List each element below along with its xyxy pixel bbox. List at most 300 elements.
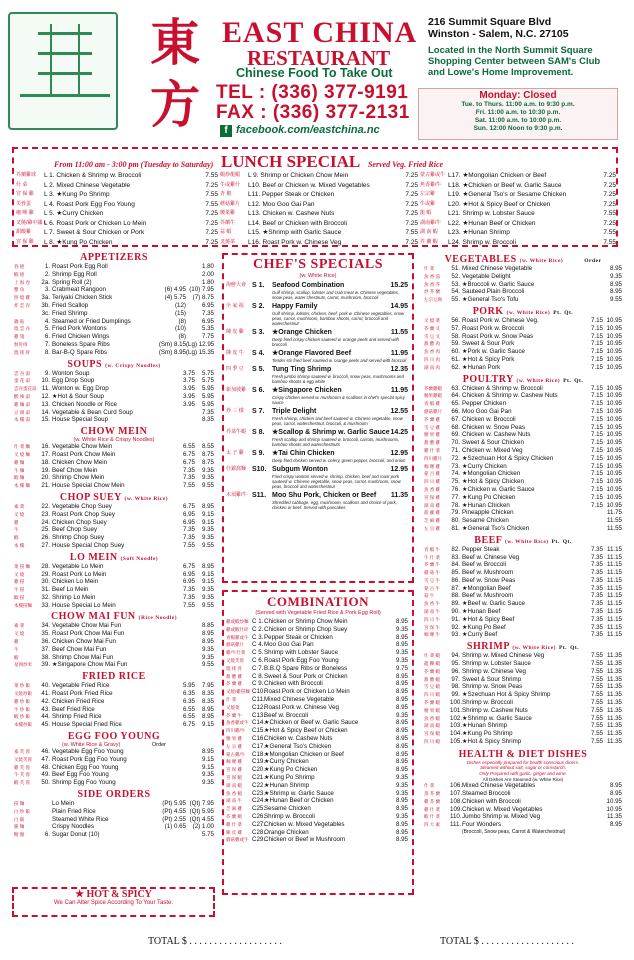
- item-number: 22.: [41, 502, 50, 510]
- dish-name: Beef Egg Foo Young: [52, 771, 109, 779]
- dish-name: Chicken Chow Mai Fun: [52, 638, 116, 646]
- menu-item: [14, 409, 214, 417]
- dish-name: Beef w. Broccoli: [462, 561, 507, 569]
- price-large: 8.95: [609, 265, 622, 272]
- price-small: 3.75: [182, 369, 195, 377]
- menu-item: [424, 821, 622, 829]
- dish-description: Gulf shrimp, scallop, lobster and crab meat w. Chinese vegetables, snow peas, water chestnuts, carrot, mushroom, broccoli: [272, 290, 400, 300]
- menu-item: [424, 296, 622, 304]
- item-number: 28.: [41, 562, 50, 570]
- hours-box: [418, 88, 618, 140]
- chef-special-line: [226, 386, 408, 395]
- item-number: 12.: [41, 392, 50, 400]
- lunch-item: [420, 228, 616, 238]
- poultry-title: POULTRY: [462, 373, 514, 385]
- menu-item: [14, 377, 214, 385]
- menu-item: [424, 439, 622, 447]
- lunch-col: [16, 171, 218, 247]
- chinese-name: 咖 喱 牛: [424, 632, 441, 638]
- menu-item: [424, 546, 622, 554]
- chinese-name: 甜 酸 雞: [226, 673, 243, 679]
- price-small: [176, 764, 195, 772]
- price-small: 7.35: [590, 608, 603, 616]
- beef-sub: (w. White Rice): [505, 538, 549, 545]
- chinese-name: 雞 炒 飯: [14, 698, 31, 704]
- chinese-name: 蝦 芙 蓉: [14, 780, 31, 786]
- chinese-name: 腰 果 蝦: [424, 707, 441, 713]
- chinese-name: 甜 酸 雞: [424, 440, 441, 446]
- price-large: 11.35: [606, 652, 622, 660]
- menu-item: [424, 431, 622, 439]
- chinese-name: 宮 保 雞: [16, 191, 34, 197]
- chef-special-line: [226, 465, 408, 474]
- price-large: 10.95: [606, 316, 622, 324]
- facebook-icon: f: [220, 125, 232, 137]
- price-small: (8): [178, 333, 186, 341]
- total-field[interactable]: [148, 936, 282, 947]
- lunch-item: [16, 238, 218, 248]
- chinese-name: 龍 蝦: [420, 210, 432, 216]
- menu-item: [424, 715, 622, 723]
- dish-name: Fried Chicken Wings: [52, 333, 110, 341]
- chinese-name: 宮 保 牛: [424, 624, 441, 630]
- price-small: 3.75: [182, 377, 195, 385]
- dish-name: Shrimp Fried Rice: [52, 713, 102, 721]
- dish-name: L 7. Sweet & Sour Chicken or Pork: [44, 229, 145, 236]
- price-small: 7.55: [182, 541, 195, 549]
- dish-name: ★Mongolian Chicken or Beef: [264, 750, 344, 758]
- price-small: 6.95: [182, 578, 195, 586]
- dish-name: Chicken & Shrimp w. Broccoli: [462, 384, 543, 392]
- chinese-name: 豆 腐 湯: [14, 409, 31, 415]
- price-large: 10.95: [606, 462, 622, 470]
- price-small: (15): [174, 309, 186, 317]
- fax-number: FAX : (336) 377-2131: [216, 102, 410, 123]
- chinese-name: 菜 炒 飯: [14, 683, 31, 689]
- price-small: 7.15: [590, 415, 603, 423]
- item-number: 54.: [451, 288, 460, 296]
- dish-name: L23. ★Hunan Shrimp: [448, 229, 510, 236]
- chinese-name: 雞或蝦什碎: [226, 626, 249, 632]
- menu-item: [424, 463, 622, 471]
- total-field[interactable]: [440, 936, 574, 947]
- price-large: 9.35: [201, 771, 214, 779]
- item-number: C26.: [252, 812, 266, 820]
- menu-item: [14, 706, 214, 714]
- price-large: 8.35: [201, 690, 214, 698]
- price: 8.95: [395, 758, 408, 766]
- price-small: (4) 5.75: [164, 294, 186, 302]
- dish-name: Roast Pork w. Chinese Veg: [264, 703, 339, 711]
- price-small: 7.35: [590, 561, 603, 569]
- price: 12.95: [390, 466, 408, 473]
- dish-name: L13. Chicken w. Cashew Nuts: [248, 210, 335, 217]
- dish-name: House Special Chop Suey: [52, 541, 125, 549]
- price: 8.95: [395, 672, 408, 680]
- diet-note: All Dishes Are Steamed (w. White Rice): [482, 776, 564, 782]
- price: 8.95: [395, 805, 408, 813]
- item-number: 29.: [41, 570, 50, 578]
- item-number: C 5.: [252, 649, 264, 657]
- logo-char-fang: 方: [150, 75, 200, 134]
- price: 7.25: [205, 210, 218, 217]
- item-number: 9.: [44, 369, 50, 377]
- item-number: 3.: [44, 286, 50, 294]
- dish-name: Chicken Chow Mein: [52, 458, 108, 466]
- menu-item: [226, 743, 408, 751]
- price-small: 6.75: [182, 502, 195, 510]
- price-large: 5.75: [201, 369, 214, 377]
- vegetables-list: [424, 265, 622, 304]
- item-number: C 8.: [252, 672, 264, 680]
- dish-name: L 3. ★Kung Po Shrimp: [44, 191, 110, 198]
- facebook-link[interactable]: [220, 124, 380, 137]
- price-small: 6.75: [182, 721, 195, 729]
- price-small: 7.35: [182, 534, 195, 542]
- price-small: 7.35: [590, 569, 603, 577]
- poultry-list: [424, 385, 622, 533]
- price-small: 6.75: [182, 450, 195, 458]
- price-large: 11.35: [606, 706, 622, 714]
- dish-description: Tender stir fried beef sauteed w. orange peels and served with broccoli: [272, 358, 407, 363]
- price-large: 1.80: [201, 278, 214, 286]
- chinese-name: 什 菜: [226, 696, 237, 702]
- chinese-name: 雞 麵: [14, 459, 25, 465]
- menu-right-column: [424, 254, 622, 835]
- dish-name: Chicken w. Broccoli: [462, 415, 516, 423]
- menu-item: [226, 758, 408, 766]
- item-number: 58.: [451, 332, 460, 340]
- dish-name: Roast Pork Chow Mein: [52, 450, 116, 458]
- dish-name: Roast Pork w. Broccoli: [462, 324, 524, 332]
- menu-item: [424, 273, 622, 281]
- menu-item: [424, 738, 622, 746]
- lunch-title: LUNCH SPECIAL: [220, 152, 361, 171]
- chinese-name: 湖南雞/牛: [420, 219, 442, 226]
- item-number: 76.: [451, 485, 460, 493]
- dish-name: Roast Pork or Chicken Lo Mein: [264, 688, 350, 696]
- menu-item: [14, 302, 214, 310]
- price-small: 7.35: [590, 592, 603, 600]
- menu-item: [14, 779, 214, 787]
- menu-item: [14, 482, 214, 490]
- beef-title: BEEF: [474, 534, 503, 546]
- price-large: 8.95: [201, 562, 214, 570]
- price-large: 9.15: [201, 721, 214, 729]
- diet-note: Dishes especially prepared for health conscious diners.: [466, 759, 580, 765]
- soups-title: SOUPS: [67, 358, 103, 370]
- dish-description: Deep fried crispy chicken sauteed w. orange peels and served with broccoli: [272, 337, 400, 347]
- item-number: 2a.: [41, 278, 50, 286]
- dish-name: Subgum Wonton: [272, 466, 328, 473]
- dish-name: Shrimp Chop Suey: [52, 534, 104, 542]
- price-large: 10.95: [606, 384, 622, 392]
- chinese-name: 脆 麵: [14, 824, 25, 830]
- chinese-name: 炒 三 樣: [226, 408, 244, 414]
- dish-name: L15. ★Shrimp with Garlic Sauce: [248, 229, 342, 236]
- menu-item: [226, 829, 408, 837]
- item-number: 34.: [41, 622, 50, 630]
- pagoda-roof: [38, 52, 92, 55]
- dish-name: ★Mongolian Chicken: [462, 470, 521, 478]
- dish-name: Chicken w. Mixed Veg: [462, 446, 523, 454]
- chinese-name: 星洲炒米: [14, 662, 32, 668]
- maifun-list: [14, 622, 214, 669]
- chinese-name: 腰果雞蝦: [424, 393, 442, 399]
- price-small: 6.75: [182, 458, 195, 466]
- chinese-name: 蒙 古 牛: [424, 585, 441, 591]
- price-small: [158, 279, 186, 287]
- chinese-name: 本樓炒飯: [14, 722, 32, 728]
- soups-sub: (w. Crispy Noodles): [105, 362, 161, 369]
- dish-name: Moo Goo Gai Pan: [462, 407, 512, 415]
- item-number: 84.: [451, 561, 460, 569]
- dish-name: ★Hunan Shrimp: [264, 781, 310, 789]
- price-large: 11.15: [606, 592, 622, 600]
- chinese-name: 無骨排: [14, 341, 28, 347]
- dish-description: Fried crispy wonton served w. shrimp, chicken, beef and roast pork sauteed w. Chinese vegetable, snow peas, carrot, mushroom, snow peas, broccoli and waterchestnut: [272, 474, 401, 489]
- price: 9.35: [395, 789, 408, 797]
- hours-line: Sun. 12:00 Noon to 9:30 p.m.: [473, 125, 563, 132]
- appetizers-list: [14, 263, 214, 357]
- price-small: 7.35: [182, 593, 195, 601]
- pt-label: Pt.: [558, 645, 568, 652]
- price-large: 9.35: [201, 466, 214, 474]
- price: 14.95: [390, 303, 408, 310]
- price: 7.55: [205, 191, 218, 198]
- menu-item: [424, 608, 622, 616]
- item-number: 7.: [44, 340, 50, 348]
- chinese-name: 菇 牛: [424, 593, 435, 599]
- menu-item: [226, 704, 408, 712]
- chinese-name: 四 川 蝦: [424, 739, 441, 745]
- dish-name: L 4. Roast Pork Egg Foo Young: [44, 200, 135, 208]
- price-small: 7.35: [182, 586, 195, 594]
- menu-item: [424, 616, 622, 624]
- price: 8.95: [395, 836, 408, 844]
- price-small: (8): [178, 317, 186, 325]
- price: 9.35: [395, 711, 408, 719]
- menu-item: [14, 721, 214, 729]
- dish-name: Sugar Donut (10): [52, 831, 100, 839]
- menu-item: [14, 333, 214, 341]
- item-number: 15.: [41, 416, 50, 424]
- menu-item: [424, 478, 622, 486]
- diet-note: Only Prepared with garlic, ginger and wine.: [479, 771, 567, 777]
- menu-item: [226, 797, 408, 805]
- chef-special-item: [226, 386, 408, 405]
- price-small: 6.75: [182, 562, 195, 570]
- price-large: 5.75: [201, 377, 214, 385]
- chinese-name: 青 椒 牛: [424, 546, 441, 552]
- total-label: TOTAL: [440, 936, 472, 947]
- item-number: 109.: [450, 805, 463, 813]
- menu-item: [14, 682, 214, 690]
- item-number: 20.: [41, 474, 50, 482]
- dish-name: Roast Pork Egg Roll: [52, 263, 108, 270]
- price-large: 8.75: [201, 458, 214, 466]
- price: 9.35: [395, 773, 408, 781]
- price: 7.25: [405, 219, 418, 227]
- price-large: 11.15: [606, 553, 622, 561]
- location-line: Shopping Center between SAM's Club: [428, 56, 601, 67]
- dish-name: L22. ★Hunan Beef or Chicken: [448, 219, 536, 227]
- item-number: 51.: [451, 265, 460, 272]
- price-small: (Sm) 8.15: [158, 340, 186, 348]
- order-label: Order: [584, 258, 602, 264]
- item-number: 100.: [450, 699, 463, 707]
- price: 8.95: [395, 703, 408, 711]
- chinese-name: 牛 芙 蓉: [14, 772, 31, 778]
- dish-name: Four Wonders: [462, 821, 502, 829]
- item-number: 78.: [451, 501, 460, 509]
- price: 9.35: [395, 625, 408, 633]
- dish-name: ★Chicken or Beef w. Garlic Sauce: [264, 719, 359, 727]
- price-large: 11.55: [606, 517, 622, 525]
- price-large: 11.15: [606, 561, 622, 569]
- menu-item: [226, 618, 408, 626]
- chinese-name: 照 燒 雞: [14, 295, 31, 301]
- price: 7.25: [205, 238, 218, 246]
- chinese-name: 雞 翅: [14, 334, 25, 340]
- price-small: 7.15: [590, 446, 603, 454]
- menu-item: [14, 594, 214, 602]
- dish-name: Roast Pork Fried Rice: [52, 690, 113, 698]
- menu-item: [424, 624, 622, 632]
- price-large: 11.35: [606, 660, 622, 668]
- chinese-name: 蝦 麵: [14, 475, 25, 481]
- menu-item: [14, 534, 214, 542]
- item-number: 36.: [41, 638, 50, 646]
- chinese-name: 芥 蘭 蝦: [226, 813, 243, 819]
- combination-sub: (Served with Vegetable Fried Rice & Pork Egg Roll): [255, 610, 381, 616]
- price-small: (Pt) 2.55: [162, 815, 186, 823]
- price: 7.25: [205, 229, 218, 236]
- dish-name: Moo Shu Pork, Chicken or Beef: [272, 492, 377, 499]
- price-large: 7.95: [201, 682, 214, 690]
- dish-name: ★General Tso's Tofu: [462, 296, 519, 304]
- chefs-specials-box: [222, 253, 414, 583]
- price-large: 9.15: [201, 763, 214, 771]
- chinese-name: 蘑 菇 牛: [424, 570, 441, 576]
- price-small: 7.35: [590, 553, 603, 561]
- menu-item: [226, 696, 408, 704]
- menu-item: [226, 649, 408, 657]
- chinese-name: 四川雞/牛: [226, 728, 246, 734]
- chinese-name: 牛: [14, 646, 19, 652]
- item-number: 52.: [451, 272, 460, 280]
- dish-name: Steamed Broccoli: [462, 790, 511, 797]
- dish-name: L 6. Roast Pork or Chicken Lo Mein: [44, 219, 147, 227]
- chinese-name: 左 宗 雞: [424, 525, 441, 531]
- dish-name: Shrimp w. Broccoli: [264, 812, 315, 820]
- dish-name: Chicken or Shrimp Chop Suey: [264, 625, 348, 633]
- chef-special-line: [226, 407, 408, 416]
- qt-label: Qt.: [570, 645, 580, 652]
- dish-name: L 5. ★Curry Chicken: [44, 210, 104, 217]
- dish-name: ★Curry Chicken: [264, 758, 309, 766]
- price-large: 6.95: [201, 317, 214, 325]
- chowmein-list: [14, 443, 214, 490]
- price-large: 11.35: [606, 714, 622, 722]
- price-small: 6.95: [182, 570, 195, 578]
- price-small: (10): [174, 325, 186, 333]
- chinese-name: 叉燒菜: [226, 704, 240, 710]
- menu-item: [424, 798, 622, 806]
- item-number: 85.: [451, 569, 460, 577]
- menu-item: [424, 447, 622, 455]
- menu-item: [424, 668, 622, 676]
- menu-item: [14, 748, 214, 756]
- menu-item: [226, 688, 408, 696]
- dish-name: Beef w. Broccoli: [264, 711, 309, 719]
- price-large: 8.55: [201, 443, 214, 451]
- lunch-item: [16, 181, 218, 191]
- price-large: 11.35: [606, 730, 622, 738]
- menu-item: [424, 392, 622, 400]
- item-number: [40, 816, 52, 824]
- price-large: 10.95: [606, 415, 622, 423]
- chinese-name: 陳 皮 雞: [226, 329, 244, 335]
- section-title: APPETIZERS: [80, 252, 148, 263]
- dish-name: ★Shrimp w. Garlic Sauce: [264, 789, 334, 797]
- dish-name: Chicken w. Cashew Nuts: [264, 734, 333, 742]
- price-large: 10.95: [606, 454, 622, 462]
- chinese-name: 鍋 貼: [14, 318, 25, 324]
- price-large: 11.35: [606, 722, 622, 730]
- item-number: C24.: [252, 797, 266, 805]
- price-small: 3.95: [182, 400, 195, 408]
- item-number: 63.: [451, 384, 460, 392]
- item-number: 90.: [451, 608, 460, 616]
- dish-description: Fresh shrimp, chicken and beef sauteed w. Chinese vegetable, snow peas, carrot, waterchestnut, broccoli, & mushroom: [272, 416, 403, 426]
- dish-description: Gulf shrimp, lobster, chicken, beef, pork w. Chinese vegetables, snow peas, carrot, mushroom, bamboo shoots, carrot, broccoli and waterchestnut: [272, 311, 405, 326]
- chinese-name: 咖 喱 雞: [424, 463, 441, 469]
- chinese-name: 蝦: [14, 654, 19, 660]
- dish-name: Sauteed Plain Broccoli: [462, 288, 525, 296]
- price-large: 11.35: [606, 738, 622, 746]
- price-small: 7.35: [590, 615, 603, 623]
- price-large: 11.15: [606, 623, 622, 631]
- chinese-name: 炸 雲 吞: [14, 302, 31, 308]
- dish-name: Beef w. Snow Peas: [462, 576, 516, 584]
- dish-name: Beef w. Mushroom: [462, 569, 514, 577]
- menu-item: [14, 638, 214, 646]
- dish-name: Chicken Chop Suey: [52, 518, 107, 526]
- menu-item: [424, 455, 622, 463]
- phone-number[interactable]: TEL : (336) 377-9191: [216, 82, 409, 103]
- item-number: 92.: [451, 623, 460, 631]
- price-small: [584, 273, 603, 281]
- price-small: 7.55: [590, 652, 603, 660]
- chinese-name: 湖 南 雞: [424, 502, 441, 508]
- price-large: 10.95: [606, 805, 622, 813]
- price-small: 7.15: [590, 470, 603, 478]
- dish-name: L12. Moo Goo Gai Pan: [248, 200, 315, 208]
- price-small: 6.95: [182, 510, 195, 518]
- dish-name: Vegetable Chow Mai Fun: [52, 622, 122, 630]
- price-large: 9.35: [201, 653, 214, 661]
- price-large: 8.85: [201, 622, 214, 630]
- item-number: C 3.: [252, 633, 264, 641]
- price-small: 7.55: [590, 660, 603, 668]
- dish-name: Mixed Chinese Vegetable: [462, 265, 533, 272]
- chinese-name: 雞 什 菜: [226, 821, 243, 827]
- section-title: HEALTH & DIET DISHES: [458, 748, 588, 760]
- chinese-name: 燒 排 骨: [226, 665, 243, 671]
- lunch-served: Served Veg. Fried Rice: [367, 160, 444, 169]
- item-number: 10.: [41, 377, 50, 385]
